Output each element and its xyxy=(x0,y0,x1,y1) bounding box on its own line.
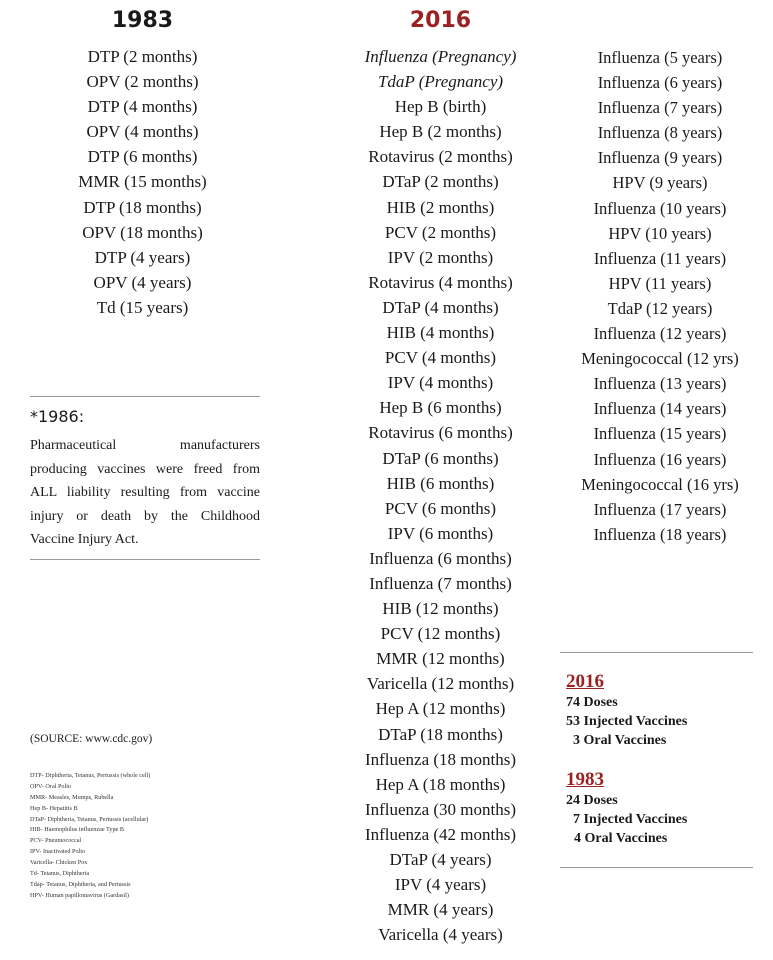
summary-heading-2016: 2016 xyxy=(566,671,604,692)
glossary-item: IPV- Inactivated Polio xyxy=(30,848,86,856)
schedule-item: Hep A (18 months) xyxy=(375,774,506,794)
summary-spacer xyxy=(566,750,753,767)
schedule-item: DTP (18 months) xyxy=(83,197,202,217)
schedule-item: Influenza (6 years) xyxy=(597,73,723,93)
schedule-item: OPV (2 months) xyxy=(86,72,199,92)
schedule-item: HPV (9 years) xyxy=(612,173,708,193)
summary-2016-injected: 53 Injected Vaccines xyxy=(566,714,688,729)
schedule-item: Influenza (16 years) xyxy=(593,449,727,469)
column-2016 xyxy=(338,8,543,947)
schedule-item: HPV (11 years) xyxy=(608,273,712,293)
schedule-item: Influenza (42 months) xyxy=(364,824,517,844)
schedule-list-2016-continued xyxy=(560,45,760,547)
schedule-item: Hep B (6 months) xyxy=(379,398,502,418)
schedule-item: DTaP (18 months) xyxy=(378,724,503,744)
schedule-item: Varicella (12 months) xyxy=(366,674,515,694)
schedule-item: DTaP (4 months) xyxy=(382,297,499,317)
schedule-item: DTP (4 years) xyxy=(94,247,191,267)
schedule-item: DTP (2 months) xyxy=(87,47,198,66)
schedule-item: Hep A (12 months) xyxy=(375,699,506,719)
schedule-list-2016 xyxy=(338,44,543,947)
schedule-list-1983 xyxy=(40,44,245,320)
summary-2016-doses: 74 Doses xyxy=(566,695,618,710)
source-citation: (SOURCE: www.cdc.gov) xyxy=(30,733,153,745)
schedule-item: OPV (18 months) xyxy=(82,222,203,242)
schedule-item: OPV (4 months) xyxy=(86,122,199,142)
schedule-item: Influenza (9 years) xyxy=(597,148,723,168)
schedule-item: Influenza (10 years) xyxy=(593,198,727,218)
schedule-item: HPV (10 years) xyxy=(608,223,712,243)
note-body: Pharmaceutical manufacturers producing vaccines were freed from ALL liability resulting from vaccine injury or death by the Childhood Vaccine Injury Act. xyxy=(30,438,260,547)
schedule-item: HIB (6 months) xyxy=(386,473,495,493)
schedule-item: Meningococcal (12 yrs) xyxy=(581,349,739,369)
liability-note xyxy=(30,396,260,560)
schedule-item: Meningococcal (16 yrs) xyxy=(581,474,739,494)
summary-box xyxy=(560,652,753,868)
glossary-item: DTP- Diphtheria, Tetanus, Pertussis (whole cell) xyxy=(30,772,151,779)
summary-1983-injected: 7 Injected Vaccines xyxy=(573,812,688,827)
glossary-item: Hep B- Hepatitis B xyxy=(30,804,78,812)
glossary-item: PCV- Pneumococcal xyxy=(30,837,82,845)
summary-2016-oral: 3 Oral Vaccines xyxy=(573,733,667,748)
schedule-item: TdaP (Pregnancy) xyxy=(377,72,504,92)
schedule-item: Influenza (18 months) xyxy=(364,749,517,769)
schedule-item: Rotavirus (2 months) xyxy=(368,147,513,167)
schedule-item: Influenza (7 months) xyxy=(369,573,512,593)
schedule-item: DTP (4 months) xyxy=(87,97,198,117)
schedule-item: Influenza (18 years) xyxy=(593,524,727,544)
schedule-item: Influenza (13 years) xyxy=(593,374,727,394)
schedule-item: DTaP (2 months) xyxy=(382,172,499,192)
schedule-item: HIB (4 months) xyxy=(386,323,495,343)
column-2016-continued xyxy=(560,45,760,547)
year-heading-2016: 2016 xyxy=(409,8,472,33)
schedule-item: MMR (12 months) xyxy=(376,649,505,669)
schedule-item: DTaP (6 months) xyxy=(382,448,499,468)
schedule-item: IPV (2 months) xyxy=(387,247,494,267)
schedule-item: OPV (4 years) xyxy=(93,272,192,292)
column-1983 xyxy=(40,8,245,320)
schedule-item: IPV (6 months) xyxy=(387,523,494,543)
summary-heading-1983: 1983 xyxy=(566,769,604,790)
abbreviation-glossary xyxy=(30,771,260,902)
schedule-item: Hep B (2 months) xyxy=(379,122,502,142)
schedule-item: Varicella (4 years) xyxy=(378,925,503,945)
schedule-item: IPV (4 years) xyxy=(394,875,487,895)
schedule-item: PCV (4 months) xyxy=(384,348,497,368)
schedule-item: Influenza (17 years) xyxy=(593,499,727,519)
schedule-item: Influenza (11 years) xyxy=(593,248,727,268)
schedule-item: IPV (4 months) xyxy=(387,373,494,393)
schedule-item: Hep B (birth) xyxy=(394,97,487,117)
schedule-item: Td (15 years) xyxy=(96,297,189,317)
schedule-item: Influenza (Pregnancy) xyxy=(364,47,517,66)
schedule-item: DTaP (4 years) xyxy=(389,850,492,869)
schedule-item: Rotavirus (6 months) xyxy=(368,423,513,443)
schedule-item: PCV (2 months) xyxy=(384,222,497,242)
glossary-item: HPV- Human papillomavirus (Gardasil) xyxy=(30,891,129,899)
glossary-item: DTaP- Diphtheria, Tetanus, Pertussis (acellular) xyxy=(30,815,149,823)
schedule-item: MMR (15 months) xyxy=(78,172,207,192)
glossary-item: OPV- Oral Polio xyxy=(30,782,72,790)
schedule-item: Influenza (6 months) xyxy=(369,548,512,568)
glossary-item: Varicella- Chicken Pox xyxy=(30,859,88,867)
glossary-item: Td- Tetanus, Diphtheria xyxy=(30,870,90,878)
schedule-item: Rotavirus (4 months) xyxy=(368,272,513,292)
glossary-item: HIB- Haemophilus influenzae Type B xyxy=(30,826,124,834)
schedule-item: Influenza (8 years) xyxy=(597,123,723,143)
schedule-item: HIB (2 months) xyxy=(386,197,495,217)
glossary-item: MMR- Measles, Mumps, Rubella xyxy=(30,793,114,801)
summary-1983-oral: 4 Oral Vaccines xyxy=(574,831,668,846)
schedule-item: Influenza (14 years) xyxy=(593,399,727,419)
schedule-item: DTP (6 months) xyxy=(87,147,198,167)
schedule-item: MMR (4 years) xyxy=(387,900,494,920)
schedule-item: Influenza (5 years) xyxy=(597,48,723,67)
schedule-item: TdaP (12 years) xyxy=(607,298,713,318)
schedule-item: Influenza (7 years) xyxy=(597,98,723,118)
schedule-item: Influenza (30 months) xyxy=(364,799,517,819)
note-title: *1986: xyxy=(30,407,85,426)
summary-1983-doses: 24 Doses xyxy=(566,793,618,808)
glossary-item: Tdap- Tetanus, Diphtheria, and Pertussis xyxy=(30,880,131,888)
schedule-item: Influenza (15 years) xyxy=(593,424,727,444)
year-heading-1983: 1983 xyxy=(111,8,174,33)
schedule-item: PCV (12 months) xyxy=(380,624,501,644)
schedule-item: PCV (6 months) xyxy=(384,498,497,518)
schedule-item: Influenza (12 years) xyxy=(593,324,727,344)
schedule-item: HIB (12 months) xyxy=(382,599,499,619)
